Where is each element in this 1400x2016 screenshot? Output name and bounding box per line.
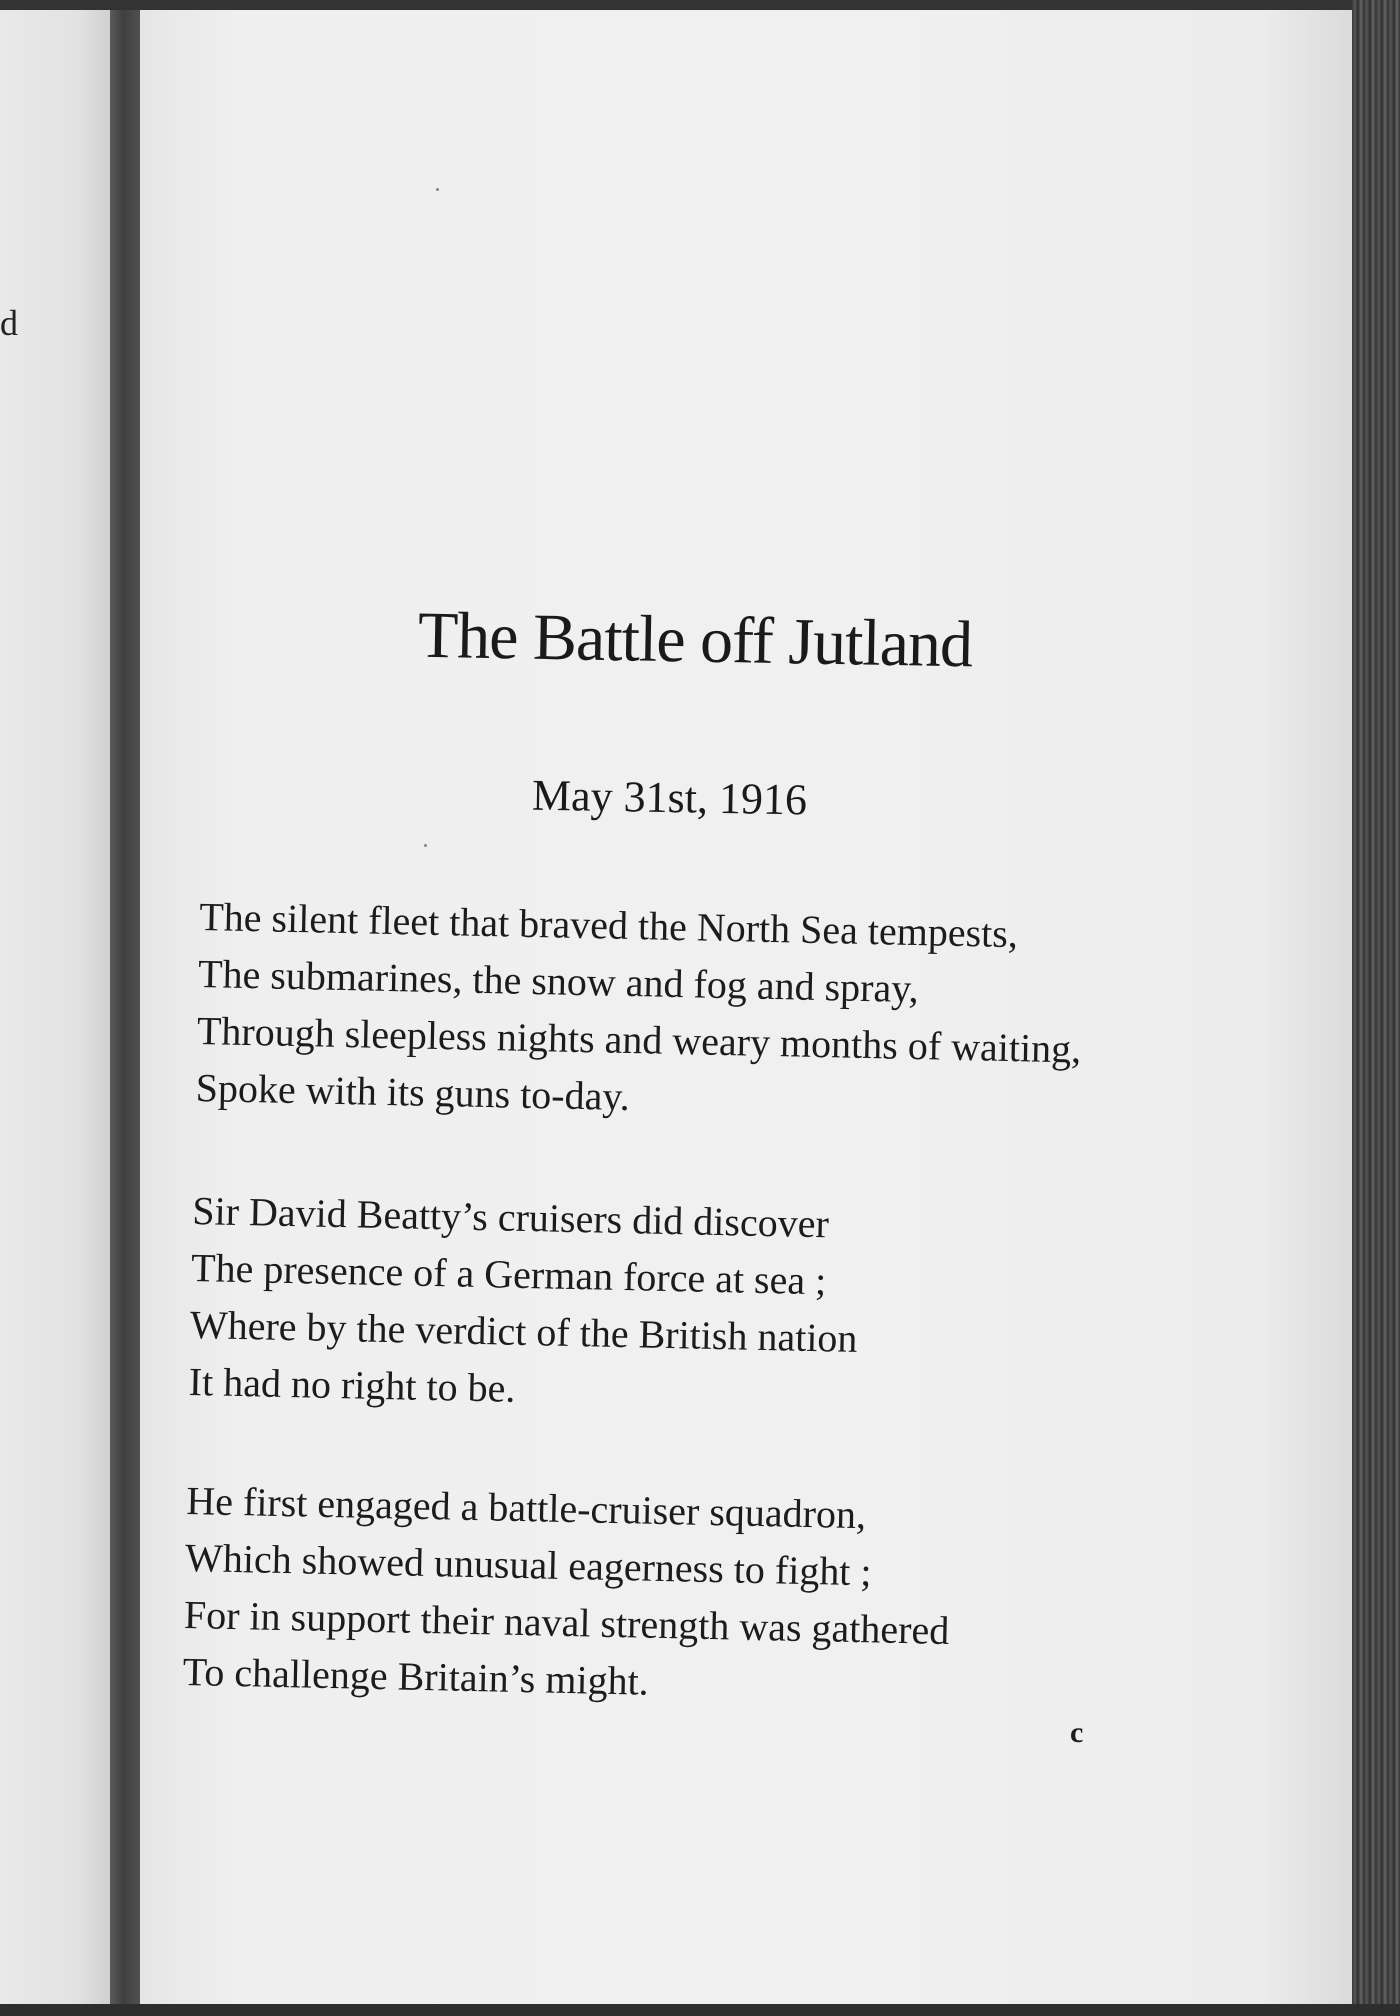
poem-line: The presence of a German force at sea ; (190, 1244, 827, 1304)
poem-line: Which showed unusual eagerness to fight ; (184, 1534, 873, 1595)
signature-mark: c (1070, 1716, 1084, 1749)
stanza-2 (188, 1182, 860, 1424)
top-edge (0, 0, 1400, 10)
poem-line: The silent fleet that braved the North Sea tempests, (198, 893, 1019, 957)
page-edges (1352, 0, 1400, 2016)
poem-line: Where by the verdict of the British nation (189, 1301, 858, 1361)
poem-date: May 31st, 1916 (531, 770, 808, 825)
stanza-3 (182, 1472, 952, 1716)
poem-line: To challenge Britain’s might. (182, 1648, 650, 1704)
poem-line: Through sleepless nights and weary months of waiting, (196, 1007, 1082, 1072)
left-page (0, 10, 112, 2006)
poem-line: He first engaged a battle-cruiser squadron, (185, 1477, 867, 1538)
stanza-1 (195, 888, 1084, 1134)
book-gutter (110, 10, 144, 2006)
paper-speck (424, 844, 427, 847)
poem-title: The Battle off Jutland (417, 598, 973, 682)
poem-line: Sir David Beatty’s cruisers did discover (191, 1187, 830, 1247)
poem-line: It had no right to be. (188, 1358, 516, 1411)
paper-speck (436, 188, 439, 191)
left-page-fragment: d (0, 303, 18, 343)
bottom-edge (0, 2004, 1400, 2016)
poem-line: The submarines, the snow and fog and spray, (197, 950, 920, 1012)
poem-line: Spoke with its guns to-day. (195, 1064, 631, 1120)
poem-line: For in support their naval strength was gathered (183, 1591, 950, 1653)
